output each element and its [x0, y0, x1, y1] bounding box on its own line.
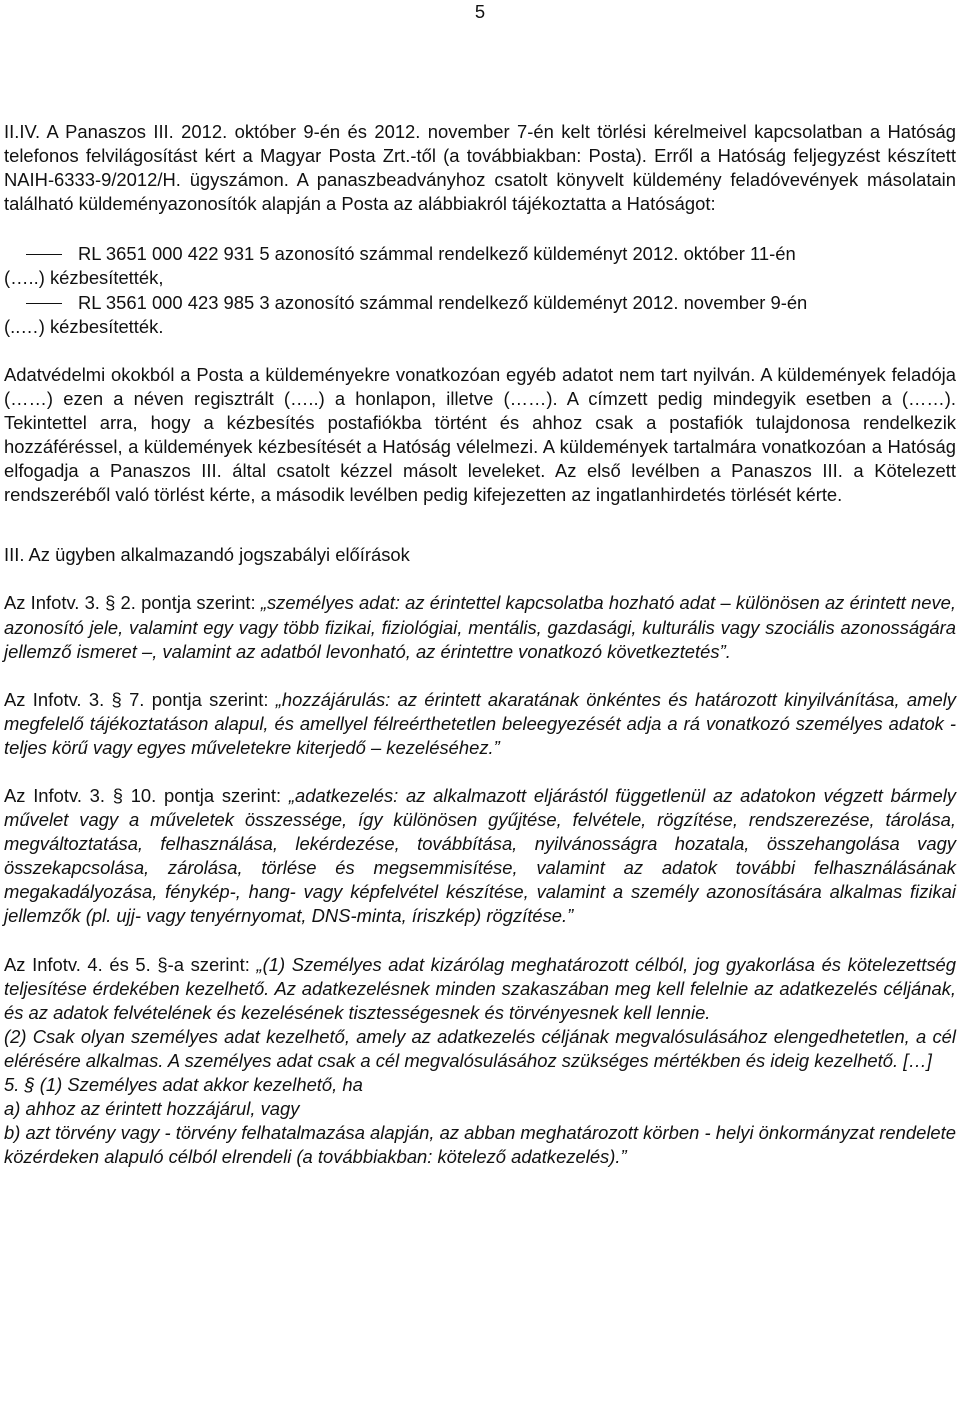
list-item: RL 3651 000 422 931 5 azonosító számmal rendelkező küldeményt 2012. október 11-én (…..) kézbesítették, — [4, 243, 796, 289]
citation-paragraph: Az Infotv. 3. § 2. pontja szerint: „személyes adat: az érintettel kapcsolatba hozható adat – különösen az érintett neve, azonosító jele, valamint egy vagy több fizikai, fiziológiai, mentális, gazdasági, kulturális vagy szociális azonosságára jellemző ismeret –, valamint az adatból levonható, az érintettre vonatkozó következtetés”. — [4, 592, 956, 662]
dash-bullet-icon — [26, 254, 62, 255]
paragraph-postal-inquiry: II.IV. A Panaszos III. 2012. október 9-én és 2012. november 7-én kelt törlési kérelmeivel kapcsolatban a Hatóság telefonos felvilágosítást kért a Magyar Posta Zrt.-től (a továbbiakban: Posta). Erről a Hatóság feljegyzést készített NAIH-6333-9/2012/H. ügyszámon. A panaszbeadványhoz csatolt könyvelt küldemény feladóvevények másolatain található küldeményazonosítók alapján a Posta az alábbiakról tájékoztatta a Hatóságot: — [4, 121, 956, 215]
citation-paragraph: Az Infotv. 4. és 5. §-a szerint: „(1) Személyes adat kizárólag meghatározott célból, jog gyakorlása és kötelezettség teljesítése érdekében kezelhető. Az adatkezelésnek minden szakaszában meg kell felelnie az adatkezelés céljának, és az adatok felvételének és kezelésének tisztességesnek és törvényesnek kell lennie. — [4, 953, 956, 1023]
dash-bullet-icon — [26, 303, 62, 304]
citation-continuation: b) azt törvény vagy - törvény felhatalmazása alapján, az abban meghatározott körben - helyi önkormányzat rendelete közérdeken alapuló célból elrendeli (a továbbiakban: kötelező adatkezelés).” — [4, 1122, 956, 1168]
citation-continuation: (2) Csak olyan személyes adat kezelhető, amely az adatkezelés céljának megvalósulásához elengedhetetlen, a cél elérésére alkalmas. A személyes adat csak a cél megvalósulásához szükséges mértékben és ideig kezelhető. […] — [4, 1025, 956, 1071]
section-heading: III. Az ügyben alkalmazandó jogszabályi előírások — [4, 544, 410, 566]
page-number: 5 — [474, 1, 486, 22]
citation-continuation: a) ahhoz az érintett hozzájárul, vagy — [4, 1098, 300, 1120]
citation-paragraph: Az Infotv. 3. § 7. pontja szerint: „hozzájárulás: az érintett akaratának önkéntes és határozott kinyilvánítása, amely megfelelő tájékoztatáson alapul, és amellyel félreérthetetlen beleegyezését adja a rá vonatkozó személyes adatok - teljes körű vagy egyes műveletekre kiterjedő – kezeléséhez.” — [4, 688, 956, 758]
document-body — [4, 120, 956, 1169]
delivery-list — [4, 242, 956, 338]
paragraph-data-protection: Adatvédelmi okokból a Posta a küldeményekre vonatkozóan egyéb adatot nem tart nyilván. A küldemények feladója (……) ezen a néven regisztrált (…..) a honlapon, illetve (……). A címzett pedig mindegyik esetben a (……). Tekintettel arra, hogy a kézbesítés postafiókba történt és ahhoz csak a postafiók tulajdonosa rendelkezik hozzáféréssel, a küldemények kézbesítését a Hatóság vélelmezi. A küldemények tartalmára vonatkozóan a Hatóság elfogadja a Panaszos III. által csatolt kézzel másolt leveleket. Az első levélben a Panaszos III. a Kötelezett rendszeréből való törlést kérte, a második levélben pedig kifejezetten az ingatlanhirdetés törlését kérte. — [4, 363, 956, 506]
list-item: RL 3561 000 423 985 3 azonosító számmal rendelkező küldeményt 2012. november 9-én (..…) kézbesítették. — [4, 291, 808, 337]
citation-continuation: 5. § (1) Személyes adat akkor kezelhető, ha — [4, 1074, 363, 1095]
citation-paragraph: Az Infotv. 3. § 10. pontja szerint: „adatkezelés: az alkalmazott eljárástól függetlenül az adatokon végzett bármely művelet vagy a műveletek összessége, így különösen gyűjtése, felvétele, rögzítése, rendszerezése, tárolása, megváltoztatása, felhasználása, lekérdezése, továbbítása, nyilvánosságra hozatala, összehangolása vagy összekapcsolása, zárolása, törlése és megsemmisítése, valamint az adatok további felhasználásának megakadályozása, fénykép-, hang- vagy képfelvétel készítése, valamint a személy azonosítására alkalmas fizikai jellemzők (pl. ujj- vagy tenyérnyomat, DNS-minta, íriszkép) rögzítése.” — [4, 784, 956, 927]
